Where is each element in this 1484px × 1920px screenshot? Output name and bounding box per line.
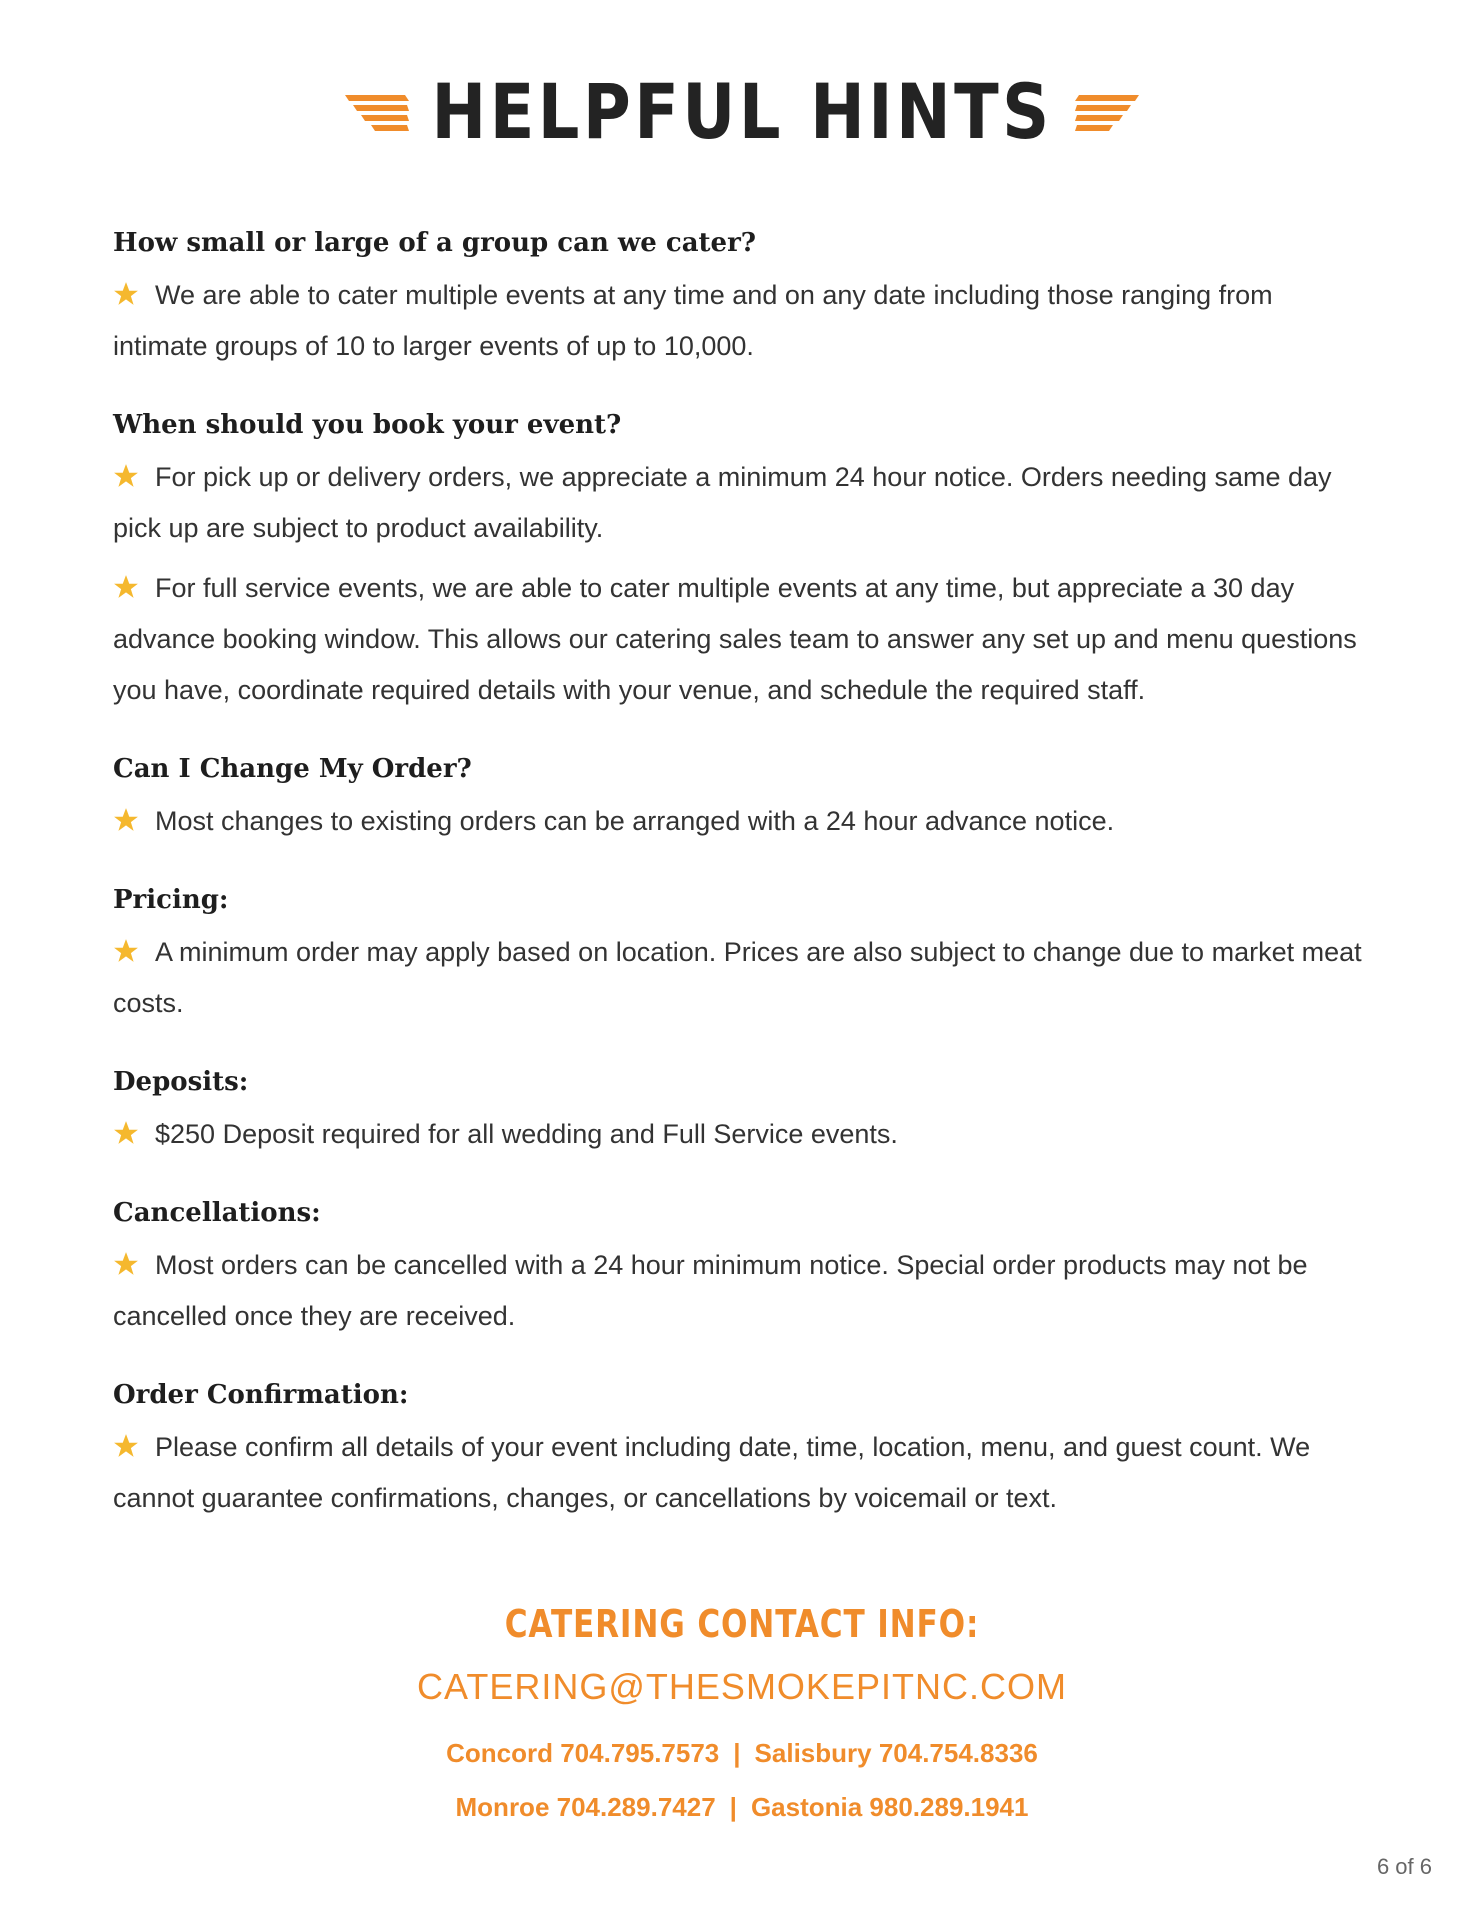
faq-answer-text: Most orders can be cancelled with a 24 hour minimum notice. Special order products may not be cancelled once they are received. <box>113 1250 1308 1331</box>
faq-question: Deposits: <box>113 1067 249 1097</box>
phone-separator: | <box>729 1792 737 1822</box>
faq-answer <box>113 1109 1373 1160</box>
star-icon <box>113 574 139 600</box>
faq-answer <box>113 1422 1373 1524</box>
star-icon <box>113 807 139 833</box>
faq-question: Pricing: <box>113 885 229 915</box>
faq-answer-text: A minimum order may apply based on location. Prices are also subject to change due to market meat costs. <box>113 937 1362 1018</box>
phone-gastonia[interactable]: Gastonia 980.289.1941 <box>750 1792 1029 1822</box>
faq-answer-text: Most changes to existing orders can be arranged with a 24 hour advance notice. <box>155 806 1115 836</box>
faq-answer <box>113 452 1373 554</box>
star-icon <box>113 281 139 307</box>
faq-answer <box>113 1240 1373 1342</box>
wing-left-icon <box>345 92 411 132</box>
star-icon <box>113 938 139 964</box>
faq-question: Can I Change My Order? <box>113 754 472 784</box>
faq-question: Order Confirmation: <box>113 1380 409 1410</box>
contact-phones-row-1 <box>0 1728 1484 1778</box>
faq-answer-text: For pick up or delivery orders, we appreciate a minimum 24 hour notice. Orders needing same day pick up are subject to product availability. <box>113 462 1332 543</box>
faq-answer-text: $250 Deposit required for all wedding and Full Service events. <box>155 1119 898 1149</box>
contact-phones-row-2 <box>0 1782 1484 1832</box>
page-title: HELPFUL HINTS <box>431 67 1053 156</box>
contact-email-link[interactable]: CATERING@THESMOKEPITNC.COM <box>417 1666 1067 1707</box>
star-icon <box>113 1251 139 1277</box>
faq-section-cancellations <box>113 1192 1373 1342</box>
star-icon <box>113 1433 139 1459</box>
faq-section-pricing <box>113 879 1373 1029</box>
faq-section-confirmation <box>113 1374 1373 1524</box>
faq-question: Cancellations: <box>113 1198 321 1228</box>
faq-section-group-size <box>113 222 1373 372</box>
phone-separator: | <box>733 1738 741 1768</box>
star-icon <box>113 463 139 489</box>
faq-section-deposits <box>113 1061 1373 1160</box>
faq-section-change-order <box>113 748 1373 847</box>
faq-question: How small or large of a group can we cater? <box>113 228 757 258</box>
contact-title: CATERING CONTACT INFO: <box>504 1602 980 1646</box>
faq-answer-text: We are able to cater multiple events at any time and on any date including those ranging from intimate groups of 10 to larger events of up to 10,000. <box>113 280 1273 361</box>
faq-section-booking <box>113 404 1373 716</box>
page-header <box>0 67 1484 156</box>
star-icon <box>113 1120 139 1146</box>
page-number: 6 of 6 <box>1376 1854 1432 1879</box>
faq-answer <box>113 563 1373 716</box>
phone-monroe[interactable]: Monroe 704.289.7427 <box>455 1792 716 1822</box>
catering-contact <box>0 1598 1484 1832</box>
faq-question: When should you book your event? <box>113 410 622 440</box>
faq-answer <box>113 796 1373 847</box>
phone-concord[interactable]: Concord 704.795.7573 <box>446 1738 720 1768</box>
faq-content <box>113 222 1373 1556</box>
phone-salisbury[interactable]: Salisbury 704.754.8336 <box>754 1738 1038 1768</box>
faq-answer <box>113 270 1373 372</box>
faq-answer-text: Please confirm all details of your event including date, time, location, menu, and guest count. We cannot guarantee confirmations, changes, or cancellations by voicemail or text. <box>113 1432 1311 1513</box>
faq-answer-text: For full service events, we are able to cater multiple events at any time, but appreciate a 30 day advance booking window. This allows our catering sales team to answer any set up and menu questions you have, coordinate required details with your venue, and schedule the required staff. <box>113 573 1357 705</box>
faq-answer <box>113 927 1373 1029</box>
wing-right-icon <box>1073 92 1139 132</box>
